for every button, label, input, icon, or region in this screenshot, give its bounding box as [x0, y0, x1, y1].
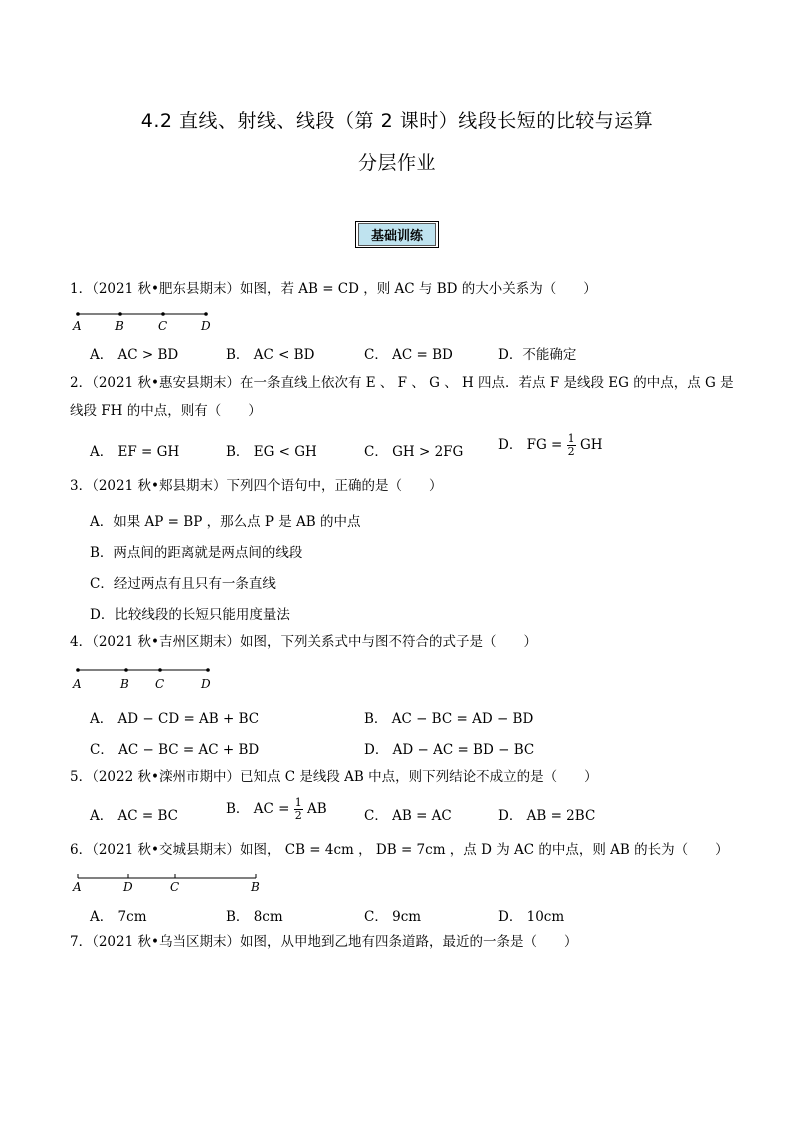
q6-option-c: C． 9cm: [364, 909, 422, 925]
point-b: [118, 312, 122, 316]
q5-option-a: A． AC = BC: [90, 808, 179, 824]
section-badge: [355, 221, 439, 248]
fraction-numerator: 1: [567, 432, 575, 445]
label-d: D: [201, 319, 211, 333]
label-d: D: [123, 880, 133, 894]
q4-option-d: D． AD − AC = BD − BC: [364, 742, 535, 758]
label-a: A: [73, 677, 82, 691]
q5-option-b: [226, 797, 327, 822]
q2-option-d: [498, 433, 603, 458]
q1-option-a: A． AC > BD: [90, 347, 179, 363]
point-c: [161, 312, 165, 316]
q3-option-a: A．如果 AP = BP ，那么点 P 是 AB 的中点: [90, 514, 361, 530]
fraction-numerator: 1: [294, 796, 302, 809]
q3-option-d: D．比较线段的长短只能用度量法: [90, 607, 290, 623]
label-c: C: [170, 880, 180, 894]
q2-option-a: A． EF = GH: [90, 444, 180, 460]
q6-option-d: D． 10cm: [498, 909, 565, 925]
q2-option-c: C． GH > 2FG: [364, 444, 464, 460]
label-d: D: [201, 677, 211, 691]
fraction-denominator: 2: [294, 809, 302, 822]
q2-option-d-tail: GH: [579, 437, 603, 453]
point-a: [76, 668, 80, 672]
point-a: [76, 312, 80, 316]
page-subtitle: 分层作业: [357, 152, 436, 174]
q1-option-d: D．不能确定: [498, 347, 577, 363]
question-6-stem: 6．（2021 秋•交城县期末）如图， CB = 4cm ， DB = 7cm ，点 D 为 AC 的中点，则 AB 的长为（ ）: [70, 842, 729, 858]
q6-option-a: A． 7cm: [90, 909, 147, 925]
q5-option-d: D． AB = 2BC: [498, 808, 596, 824]
label-a: A: [73, 319, 82, 333]
q6-option-b: B． 8cm: [226, 909, 283, 925]
label-b: B: [251, 880, 260, 894]
label-c: C: [158, 319, 168, 333]
question-6-figure: [70, 870, 270, 896]
q5-option-b-tail: AB: [307, 801, 327, 817]
point-d: [206, 668, 210, 672]
question-4-stem: 4．（2021 秋•吉州区期末）如图，下列关系式中与图不符合的式子是（ ）: [70, 634, 537, 650]
question-2-stem-line1: 2．（2021 秋•惠安县期末）在一条直线上依次有 E 、 F 、 G 、 H 四点．若点 F 是线段 EG 的中点，点 G 是: [70, 375, 734, 391]
q2-option-b: B． EG < GH: [226, 444, 317, 460]
question-1-stem: 1．（2021 秋•肥东县期末）如图，若 AB = CD ，则 AC 与 BD 的大小关系为（ ）: [70, 281, 597, 297]
question-4-figure: [70, 663, 220, 691]
q5-option-b-prefix: B． AC =: [226, 801, 290, 817]
point-c: [158, 668, 162, 672]
q3-option-c: C．经过两点有且只有一条直线: [90, 576, 276, 592]
fraction-denominator: 2: [567, 445, 575, 458]
q2-option-d-prefix: D． FG =: [498, 437, 563, 453]
section-badge-wrap: [0, 221, 794, 248]
label-a: A: [73, 880, 82, 894]
label-b: B: [115, 319, 124, 333]
label-c: C: [155, 677, 165, 691]
point-b: [124, 668, 128, 672]
question-7-stem: 7．（2021 秋•乌当区期末）如图，从甲地到乙地有四条道路，最近的一条是（ ）: [70, 934, 578, 950]
question-1-figure: [70, 308, 220, 334]
q5-option-b-fraction: [294, 797, 303, 822]
q4-option-b: B． AC − BC = AD − BD: [364, 711, 534, 727]
question-3-stem: 3．（2021 秋•郏县期末）下列四个语句中，正确的是（ ）: [70, 478, 443, 494]
question-2-stem-line2: 线段 FH 的中点，则有（ ）: [70, 403, 262, 419]
q3-option-b: B．两点间的距离就是两点间的线段: [90, 545, 303, 561]
question-5-stem: 5．（2022 秋•滦州市期中）已知点 C 是线段 AB 中点，则下列结论不成立的是（ ）: [70, 769, 598, 785]
point-d: [204, 312, 208, 316]
q2-option-d-fraction: [567, 433, 576, 458]
q4-option-a: A． AD − CD = AB + BC: [90, 711, 260, 727]
q1-option-c: C． AC = BD: [364, 347, 453, 363]
label-b: B: [120, 677, 129, 691]
q4-option-c: C． AC − BC = AC + BD: [90, 742, 260, 758]
page-title: 4.2 直线、射线、线段（第 2 课时）线段长短的比较与运算: [140, 110, 654, 132]
section-badge-label: 基础训练: [358, 223, 436, 246]
q1-option-b: B． AC < BD: [226, 347, 315, 363]
q5-option-c: C． AB = AC: [364, 808, 452, 824]
